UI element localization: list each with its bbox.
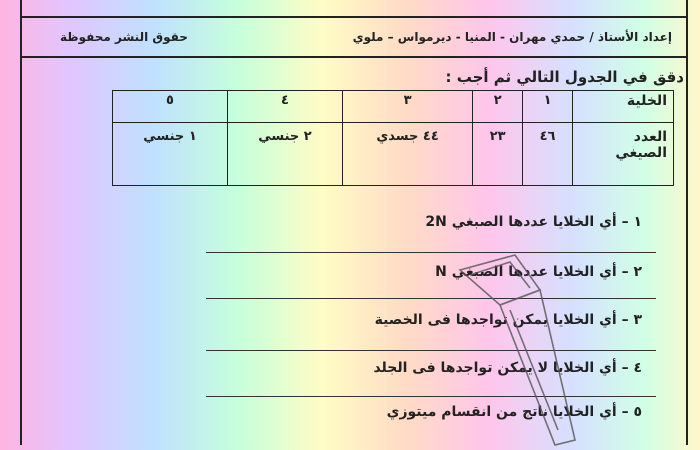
answer-line[interactable] bbox=[206, 396, 656, 397]
answer-line[interactable] bbox=[206, 252, 656, 253]
copyright-notice: حقوق النشر محفوظة bbox=[60, 30, 188, 44]
answer-line[interactable] bbox=[206, 298, 656, 299]
table-cell: ٥ bbox=[113, 91, 228, 123]
author-line: إعداد الأستاذ / حمدي مهران - المنيا - ديرمواس – ملوي bbox=[352, 30, 672, 44]
table-cell: ٣ bbox=[342, 91, 472, 123]
row-header-cell: الخلية bbox=[573, 91, 674, 123]
table-cell: ٤٦ bbox=[523, 123, 573, 186]
table-cell: ١ جنسي bbox=[113, 123, 228, 186]
table-cell: ٢ جنسي bbox=[227, 123, 342, 186]
table-cell: ٢٣ bbox=[473, 123, 523, 186]
table-cell: ٤ bbox=[227, 91, 342, 123]
row-header-cell: العدد الصيغي bbox=[573, 123, 674, 186]
question-1: ١ – أي الخلايا عددها الصبغي 2N bbox=[425, 214, 642, 230]
table-cell: ١ bbox=[523, 91, 573, 123]
question-5: ٥ – أي الخلايا ناتج من انقسام ميتوزي bbox=[386, 404, 642, 420]
instruction-text: دقق في الجدول التالي ثم أجب : bbox=[445, 68, 684, 86]
answer-line[interactable] bbox=[206, 350, 656, 351]
table-cell: ٤٤ جسدي bbox=[342, 123, 472, 186]
page-header bbox=[20, 16, 688, 58]
table-cell: ٢ bbox=[473, 91, 523, 123]
cells-table bbox=[112, 90, 674, 186]
question-3: ٣ – أي الخلايا يمكن تواجدها فى الخصية bbox=[374, 312, 642, 328]
table-row bbox=[113, 123, 674, 186]
table-row bbox=[113, 91, 674, 123]
question-4: ٤ – أي الخلايا لا يمكن تواجدها فى الجلد bbox=[373, 360, 642, 376]
question-2: ٢ – أي الخلايا عددها الصبغي N bbox=[435, 264, 642, 280]
